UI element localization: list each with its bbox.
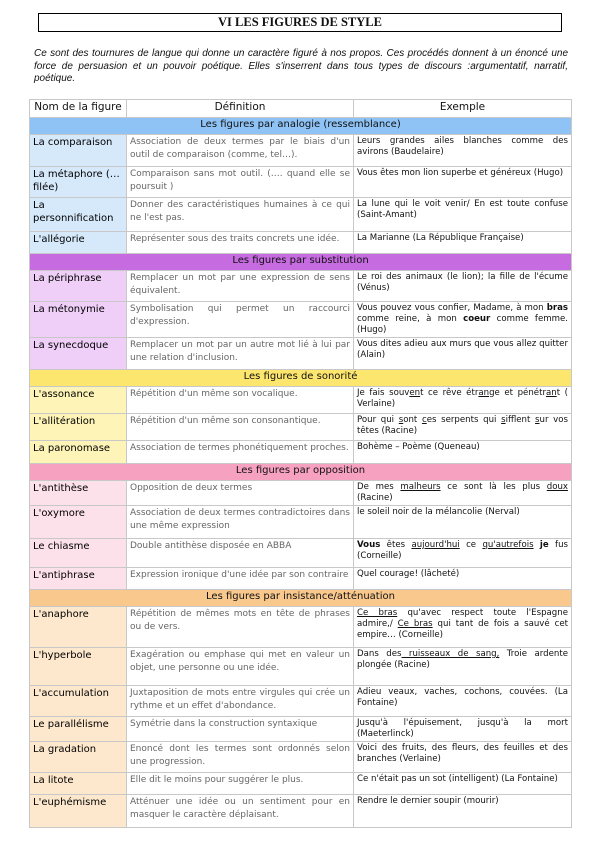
- table-row: [30, 506, 572, 539]
- example-fragment: fus (Corneille): [357, 540, 568, 561]
- example-fragment: ce sont là les plus: [440, 482, 547, 492]
- figure-example: Vous êtes mon lion superbe et généreux (Hugo): [354, 167, 572, 198]
- figure-example: Jusqu'à l'épuisement, jusqu'à la mort (Maeterlinck): [354, 717, 572, 742]
- figure-definition: Remplacer un mot par un autre mot lié à lui par une relation d'inclusion.: [127, 338, 354, 370]
- table-row: [30, 198, 572, 232]
- example-fragment: Ce bras: [397, 619, 433, 629]
- header-definition: Définition: [127, 100, 354, 118]
- figure-definition: Association de deux termes contradictoires dans une même expression: [127, 506, 354, 539]
- page-title: VI LES FIGURES DE STYLE: [38, 13, 562, 32]
- table-row: [30, 414, 572, 441]
- figure-definition: Enoncé dont les termes sont ordonnés selon une progression.: [127, 742, 354, 773]
- table-row: [30, 742, 572, 773]
- section-title-opposition: Les figures par opposition: [30, 464, 572, 481]
- section-title-insistance: Les figures par insistance/atténuation: [30, 590, 572, 607]
- figure-name: L'antiphrase: [30, 568, 127, 590]
- example-fragment: es serpents qui: [426, 415, 502, 425]
- figure-definition: Exagération ou emphase qui met en valeur un objet, une personne ou une idée.: [127, 648, 354, 686]
- example-fragment: Troie ardente plongée (Racine): [357, 649, 568, 670]
- table-row: [30, 686, 572, 717]
- figures-table: [29, 99, 572, 828]
- header-example: Exemple: [354, 100, 572, 118]
- figure-example: [354, 648, 572, 686]
- example-fragment: ce: [459, 540, 483, 550]
- figure-definition: Double antithèse disposée en ABBA: [127, 539, 354, 568]
- figure-example: [354, 481, 572, 506]
- example-fragment: Dans des: [357, 649, 402, 659]
- figure-name: Le parallélisme: [30, 717, 127, 742]
- figure-name: L'accumulation: [30, 686, 127, 717]
- figure-definition: Elle dit le moins pour suggérer le plus.: [127, 773, 354, 795]
- section-row-analogie: [30, 118, 572, 135]
- example-fragment: ifflent: [505, 415, 536, 425]
- figure-definition: Répétition d'un même son vocalique.: [127, 387, 354, 414]
- figure-definition: Comparaison sans mot outil. (…. quand elle se poursuit ): [127, 167, 354, 198]
- table-row: [30, 717, 572, 742]
- figure-definition: Opposition de deux termes: [127, 481, 354, 506]
- table-row: [30, 167, 572, 198]
- example-fragment: Vous: [357, 540, 381, 550]
- example-fragment: êtes: [380, 540, 412, 550]
- figure-example: La Marianne (La République Française): [354, 232, 572, 254]
- figure-name: La métonymie: [30, 302, 127, 338]
- figure-name: L'hyperbole: [30, 648, 127, 686]
- table-row: [30, 232, 572, 254]
- example-fragment: qui tant de fois a sauvé cet empire… (Corneille): [357, 619, 568, 640]
- figure-example: Voici des fruits, des fleurs, des feuilles et des branches (Verlaine): [354, 742, 572, 773]
- section-row-sonorite: [30, 370, 572, 387]
- figure-name: La comparaison: [30, 135, 127, 167]
- figure-name: L'anaphore: [30, 607, 127, 648]
- example-fragment: Ce bras: [357, 608, 398, 618]
- figure-definition: Répétition de mêmes mots en tête de phrases ou de vers.: [127, 607, 354, 648]
- example-fragment: s: [501, 415, 506, 425]
- figure-name: La synecdoque: [30, 338, 127, 370]
- section-title-analogie: Les figures par analogie (ressemblance): [30, 118, 572, 135]
- section-title-substitution: Les figures par substitution: [30, 254, 572, 271]
- example-fragment: ur vos têtes (Racine): [357, 415, 568, 436]
- figure-name: L'allégorie: [30, 232, 127, 254]
- example-fragment: comme reine, à mon: [357, 314, 464, 324]
- figure-name: L'allitération: [30, 414, 127, 441]
- figure-name: L'euphémisme: [30, 795, 127, 828]
- example-fragment: Je fais souv: [357, 388, 410, 398]
- figure-name: La périphrase: [30, 271, 127, 302]
- example-fragment: coeur: [463, 314, 491, 324]
- section-row-insistance: [30, 590, 572, 607]
- figure-example: Quel courage! (lâcheté): [354, 568, 572, 590]
- figure-name: Le chiasme: [30, 539, 127, 568]
- example-fragment: ont: [403, 415, 422, 425]
- figure-example: [354, 302, 572, 338]
- figure-definition: Donner des caractéristiques humaines à ce qui ne l'est pas.: [127, 198, 354, 232]
- example-fragment: qu'autrefois: [482, 540, 534, 550]
- example-fragment: c: [421, 415, 427, 425]
- figure-example: Vous dites adieu aux murs que vous allez quitter (Alain): [354, 338, 572, 370]
- example-fragment: aujourd'hui: [411, 540, 460, 550]
- example-fragment: je: [539, 540, 549, 550]
- example-fragment: qu'avec respect toute l'Espagne admire,/: [357, 608, 568, 629]
- figure-example: Leurs grandes ailes blanches comme des avirons (Baudelaire): [354, 135, 572, 167]
- table-row: [30, 135, 572, 167]
- figure-name: L'antithèse: [30, 481, 127, 506]
- table-row: [30, 338, 572, 370]
- table-header-row: [30, 100, 572, 118]
- figure-definition: Association de termes phonétiquement proches.: [127, 441, 354, 464]
- figure-definition: Représenter sous des traits concrets une idée.: [127, 232, 354, 254]
- figure-definition: Symétrie dans la construction syntaxique: [127, 717, 354, 742]
- figure-example: [354, 539, 572, 568]
- example-fragment: an: [478, 388, 490, 398]
- figure-example: [354, 414, 572, 441]
- header-name: Nom de la figure: [30, 100, 127, 118]
- figure-name: L'oxymore: [30, 506, 127, 539]
- figure-definition: Expression ironique d'une idée par son contraire: [127, 568, 354, 590]
- figure-example: Bohème – Poème (Queneau): [354, 441, 572, 464]
- figure-name: La gradation: [30, 742, 127, 773]
- figure-example: La lune qui le voit venir/ En est toute confuse (Saint-Amant): [354, 198, 572, 232]
- figure-example: Ce n'était pas un sot (intelligent) (La Fontaine): [354, 773, 572, 795]
- example-fragment: (Racine): [357, 493, 393, 503]
- intro-paragraph: Ce sont des tournures de langue qui donne un caractère figuré à nos propos. Ces procédés donnent à un énoncé une force de persuasion et un pouvoir poétique. Elles s'inserrent dans tous types de discours :argumentatif, narratif, poétique.: [34, 48, 568, 84]
- example-fragment: Pour qui: [357, 415, 399, 425]
- figure-example: Rendre le dernier soupir (mourir): [354, 795, 572, 828]
- example-fragment: bras: [546, 303, 568, 313]
- example-fragment: doux: [546, 482, 568, 492]
- example-fragment: s: [398, 415, 404, 425]
- table-row: [30, 539, 572, 568]
- section-row-opposition: [30, 464, 572, 481]
- table-row: [30, 441, 572, 464]
- example-fragment: t ce rêve étr: [420, 388, 479, 398]
- figure-definition: Répétition d'un même son consonantique.: [127, 414, 354, 441]
- example-fragment: ge et pénétr: [489, 388, 546, 398]
- figure-example: [354, 607, 572, 648]
- figure-example: Le roi des animaux (le lion); la fille de l'écume (Vénus): [354, 271, 572, 302]
- table-row: [30, 481, 572, 506]
- figure-definition: Remplacer un mot par une expression de sens équivalent.: [127, 271, 354, 302]
- figure-example: Adieu veaux, vaches, cochons, couvées. (La Fontaine): [354, 686, 572, 717]
- example-fragment: comme femme. (Hugo): [357, 314, 568, 335]
- figure-definition: Symbolisation qui permet un raccourci d'expression.: [127, 302, 354, 338]
- table-row: [30, 607, 572, 648]
- section-row-substitution: [30, 254, 572, 271]
- figure-name: La métaphore (…filée): [30, 167, 127, 198]
- example-fragment: s: [535, 415, 540, 425]
- figure-name: La paronomase: [30, 441, 127, 464]
- table-row: [30, 568, 572, 590]
- figure-example: [354, 387, 572, 414]
- example-fragment: en: [409, 388, 421, 398]
- figure-definition: Association de deux termes par le biais d'un outil de comparaison (comme, tel…).: [127, 135, 354, 167]
- table-row: [30, 302, 572, 338]
- figure-example: le soleil noir de la mélancolie (Nerval): [354, 506, 572, 539]
- example-fragment: malheurs: [400, 482, 441, 492]
- figure-name: La personnification: [30, 198, 127, 232]
- example-fragment: t ( Verlaine): [357, 388, 568, 409]
- table-row: [30, 648, 572, 686]
- table-row: [30, 795, 572, 828]
- example-fragment: ruisseaux de sang,: [401, 649, 500, 659]
- table-row: [30, 387, 572, 414]
- section-title-sonorite: Les figures de sonorité: [30, 370, 572, 387]
- figure-definition: Juxtaposition de mots entre virgules qui crée un rythme et un effet d'abondance.: [127, 686, 354, 717]
- example-fragment: an: [545, 388, 557, 398]
- figure-definition: Atténuer une idée ou un sentiment pour en masquer le caractère déplaisant.: [127, 795, 354, 828]
- figure-name: L'assonance: [30, 387, 127, 414]
- example-fragment: Vous pouvez vous confier, Madame, à mon: [357, 303, 547, 313]
- figure-name: La litote: [30, 773, 127, 795]
- table-row: [30, 773, 572, 795]
- example-fragment: De mes: [357, 482, 401, 492]
- table-row: [30, 271, 572, 302]
